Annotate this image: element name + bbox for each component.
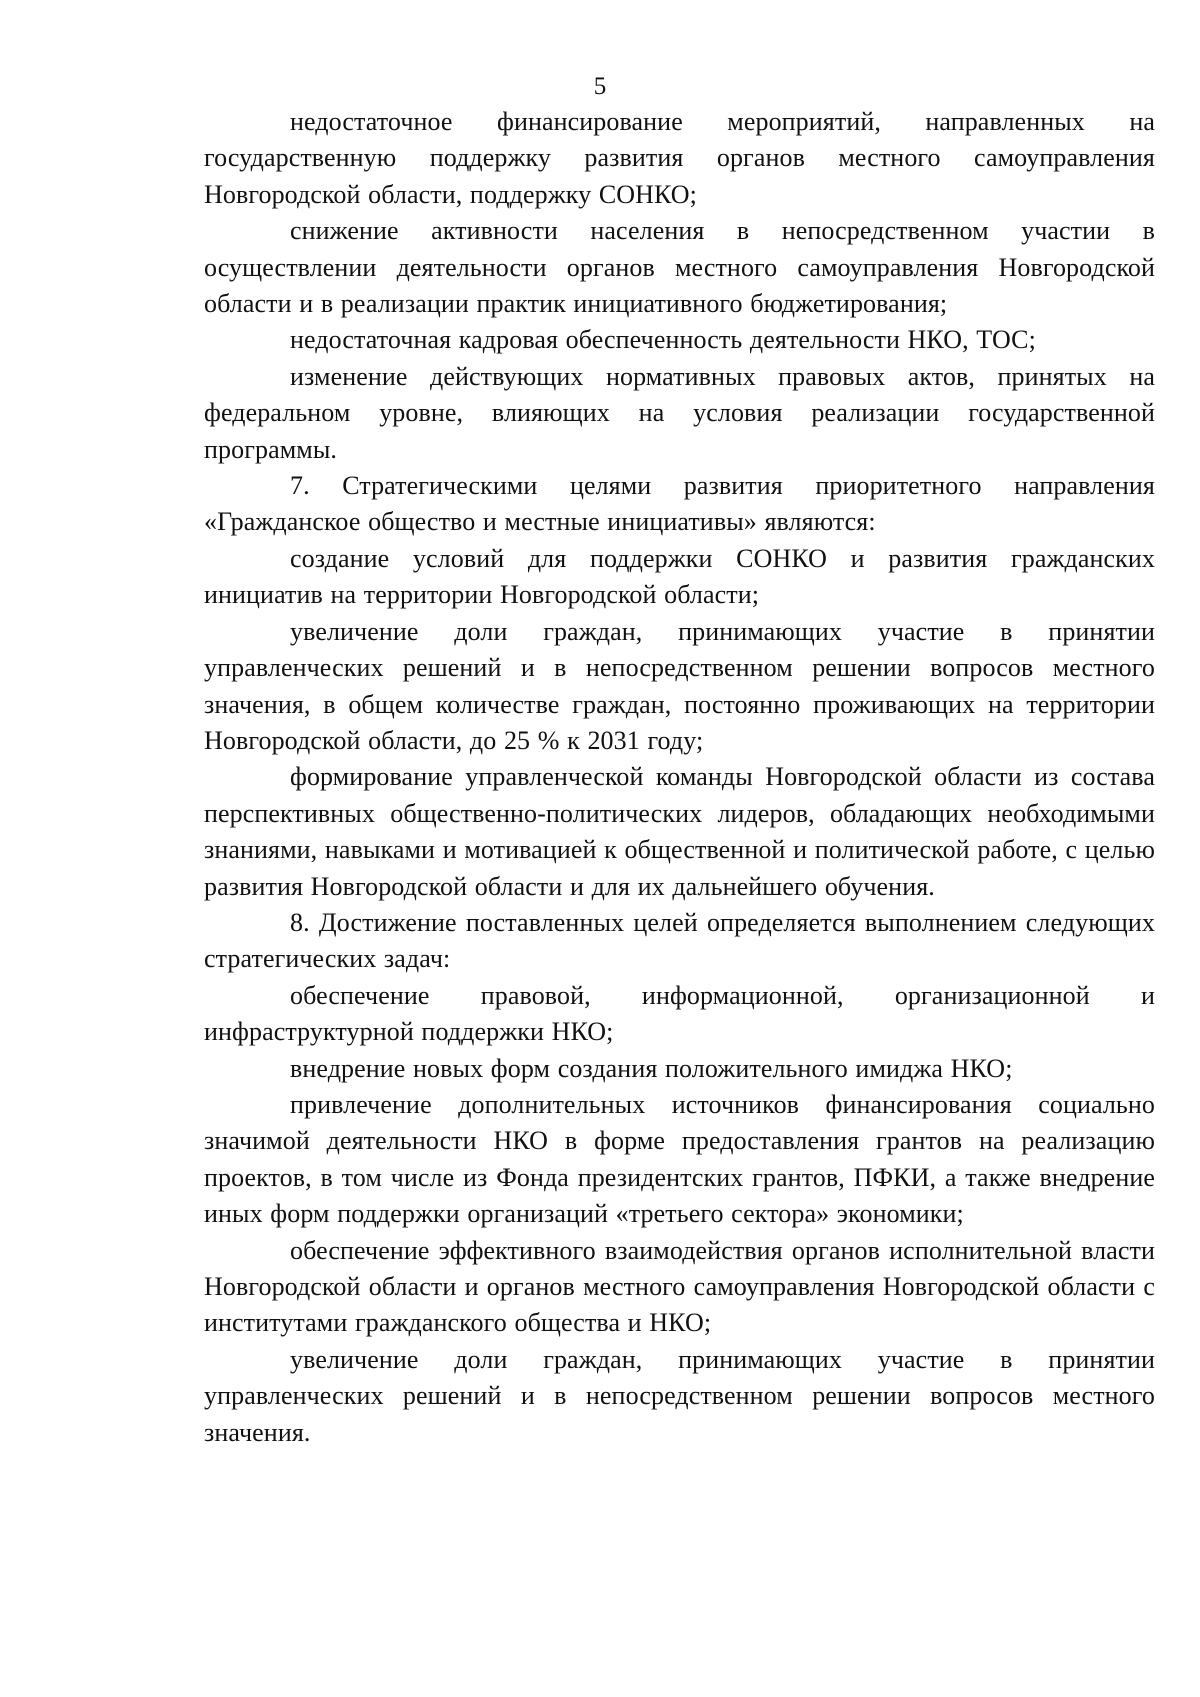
paragraph: создание условий для поддержки СОНКО и развития гражданских инициатив на территории Новгородской области; xyxy=(204,543,1155,610)
page-number: 5 xyxy=(593,73,607,100)
paragraph: формирование управленческой команды Новгородской области из состава перспективных общественно-политических лидеров, обладающих необходимыми знаниями, навыками и мотивацией к общественной и политической работе, с целью развития Новгородской области и для их дальнейшего обучения. xyxy=(204,762,1155,901)
paragraph: привлечение дополнительных источников финансирования социально значимой деятельности НКО в форме предоставления грантов на реализацию проектов, в том числе из Фонда президентских грантов, ПФКИ, а также внедрение иных форм поддержки организаций «третьего сектора» экономики; xyxy=(204,1089,1155,1229)
document-body xyxy=(204,104,1155,1451)
paragraph: увеличение доли граждан, принимающих участие в принятии управленческих решений и в непосредственном решении вопросов местного значения, в общем количестве граждан, постоянно проживающих на территории Новгородской области, до 25 % к 2031 году; xyxy=(204,616,1155,755)
paragraph: обеспечение правовой, информационной, организационной и инфраструктурной поддержки НКО; xyxy=(204,980,1155,1047)
paragraph: недостаточная кадровая обеспеченность деятельности НКО, ТОС; xyxy=(290,325,1036,355)
paragraph: 7. Стратегическими целями развития приоритетного направления «Гражданское общество и местные инициативы» являются: xyxy=(204,471,1155,537)
paragraph: внедрение новых форм создания положительного имиджа НКО; xyxy=(290,1053,1013,1083)
paragraph: снижение активности населения в непосредственном участии в осуществлении деятельности органов местного самоуправления Новгородской области и в реализации практик инициативного бюджетирования; xyxy=(204,216,1155,319)
paragraph: недостаточное финансирование мероприятий, направленных на государственную поддержку развития органов местного самоуправления Новгородской области, поддержку СОНКО; xyxy=(204,107,1155,209)
paragraph: увеличение доли граждан, принимающих участие в принятии управленческих решений и в непосредственном решении вопросов местного значения. xyxy=(204,1344,1155,1447)
paragraph: обеспечение эффективного взаимодействия органов исполнительной власти Новгородской области и органов местного самоуправления Новгородской области с институтами гражданского общества и НКО; xyxy=(204,1235,1155,1338)
paragraph: изменение действующих нормативных правовых актов, принятых на федеральном уровне, влияющих на условия реализации государственной программы. xyxy=(204,361,1155,464)
paragraph: 8. Достижение поставленных целей определяется выполнением следующих стратегических задач: xyxy=(204,907,1155,974)
